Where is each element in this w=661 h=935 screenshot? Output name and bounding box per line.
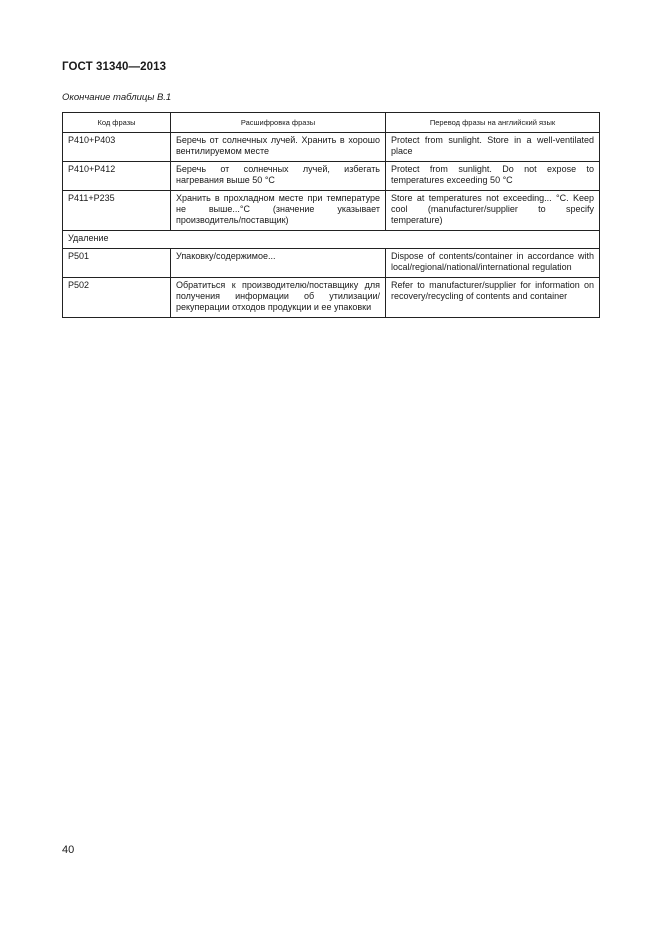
column-header-code: Код фразы (63, 113, 171, 133)
table-row (63, 133, 600, 162)
page-number: 40 (62, 844, 75, 856)
table-row (63, 249, 600, 278)
phrase-text-ru: Упаковку/содержимое... (171, 249, 386, 278)
column-header-translation: Перевод фразы на английский язык (386, 113, 600, 133)
phrases-table (62, 112, 600, 318)
table-row (63, 278, 600, 318)
phrase-code: P501 (63, 249, 171, 278)
column-header-phrase: Расшифровка фразы (171, 113, 386, 133)
phrase-text-en: Refer to manufacturer/supplier for information on recovery/recycling of contents and container (386, 278, 600, 318)
phrase-text-ru: Беречь от солнечных лучей. Хранить в хорошо вентилируемом месте (171, 133, 386, 162)
table-caption: Окончание таблицы В.1 (62, 92, 172, 103)
phrase-text-ru: Хранить в прохладном месте при температуре не выше...°С (значение указывает производитель/поставщик) (171, 191, 386, 231)
phrase-code: P410+P412 (63, 162, 171, 191)
phrase-text-en: Dispose of contents/container in accordance with local/regional/national/international regulation (386, 249, 600, 278)
section-title: Удаление (63, 231, 600, 249)
phrase-text-en: Protect from sunlight. Do not expose to temperatures exceeding 50 °C (386, 162, 600, 191)
phrase-code: P410+P403 (63, 133, 171, 162)
document-header: ГОСТ 31340—2013 (62, 61, 167, 73)
table-header-row (63, 113, 600, 133)
table-row (63, 162, 600, 191)
section-row (63, 231, 600, 249)
phrase-text-en: Protect from sunlight. Store in a well-ventilated place (386, 133, 600, 162)
phrase-text-ru: Беречь от солнечных лучей, избегать нагревания выше 50 °С (171, 162, 386, 191)
table-row (63, 191, 600, 231)
phrase-code: P411+P235 (63, 191, 171, 231)
phrase-text-ru: Обратиться к производителю/поставщику для получения информации об утилизации/рекуперации отходов продукции и ее упаковки (171, 278, 386, 318)
phrase-code: P502 (63, 278, 171, 318)
phrase-text-en: Store at temperatures not exceeding... °C. Keep cool (manufacturer/supplier to specify temperature) (386, 191, 600, 231)
